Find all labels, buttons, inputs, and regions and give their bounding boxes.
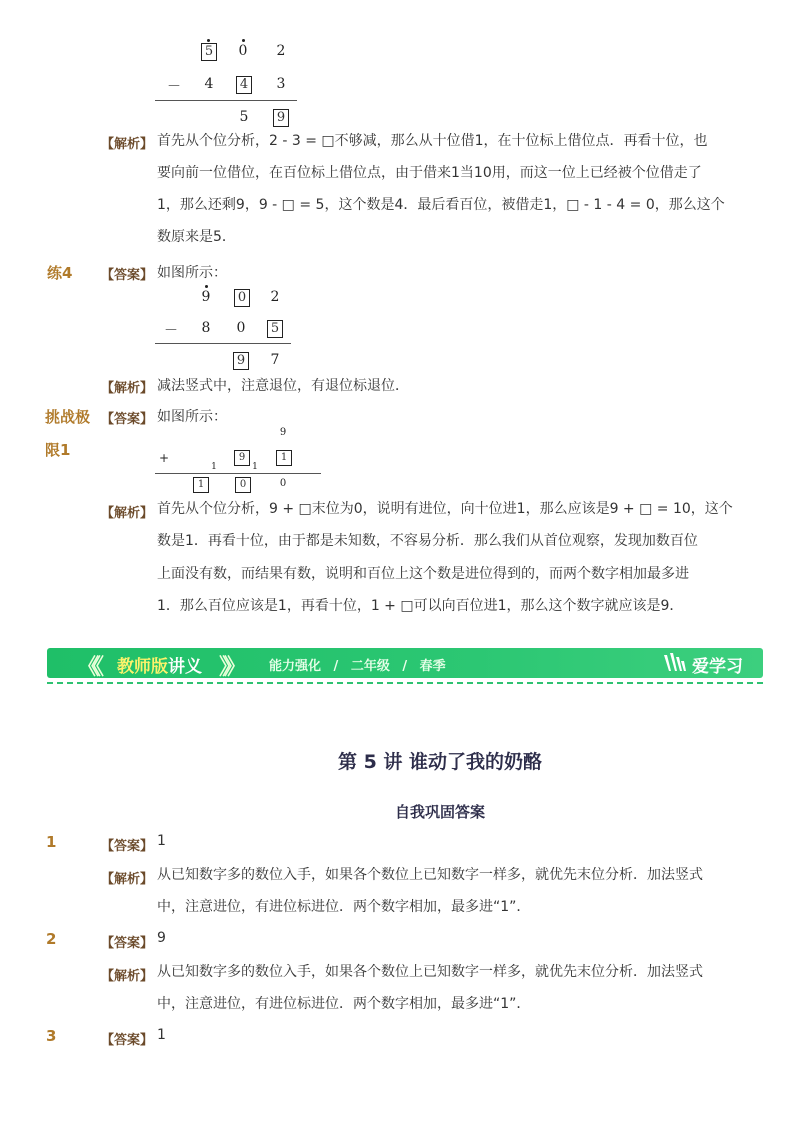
blank-box: 5 xyxy=(267,320,283,338)
analysis-label: 【解析】 xyxy=(101,969,154,984)
analysis-line: 中，注意进位，有进位标进位．两个数字相加，最多进“1”． xyxy=(157,899,531,915)
blank-box: 9 xyxy=(273,109,289,127)
analysis-line: 首先从个位分析，2 - 3 = □不够减，那么从十位借1，在十位标上借位点．再看十位，也 xyxy=(157,133,708,149)
answer-label: 【答案】 xyxy=(101,268,154,283)
digit: 2 xyxy=(276,43,286,59)
analysis-line: 数原来是5． xyxy=(157,229,236,245)
result-line xyxy=(155,473,321,474)
analysis-line: 1，那么还剩9，9 - □ = 5，这个数是4．最后看百位，被借走1，□ - 1 - 4 = 0，那么这个 xyxy=(157,197,725,213)
analysis-text: 减法竖式中，注意退位，有退位标退位． xyxy=(157,378,409,394)
logo-icon xyxy=(662,651,688,679)
digit: 4 xyxy=(204,76,214,92)
carry-digit: 1 xyxy=(252,462,258,472)
banner-title-b: 讲义 xyxy=(168,657,202,677)
section-banner xyxy=(47,648,763,678)
result-line xyxy=(155,343,291,344)
borrow-dot xyxy=(207,39,210,42)
answer-label: 【答案】 xyxy=(101,1033,154,1048)
dashed-divider xyxy=(47,682,763,684)
lecture-title: 第 5 讲 谁动了我的奶酪 xyxy=(337,751,543,773)
item-number: 3 xyxy=(46,1027,57,1045)
digit: 9 xyxy=(201,289,211,305)
carry-digit: 1 xyxy=(211,462,217,472)
logo-text: 爱学习 xyxy=(692,657,743,677)
answer-label: 【答案】 xyxy=(101,412,154,427)
analysis-label: 【解析】 xyxy=(101,381,154,396)
analysis-line: 中，注意进位，有进位标进位．两个数字相加，最多进“1”． xyxy=(157,996,531,1012)
crumb-sep: / xyxy=(333,659,339,674)
borrow-dot xyxy=(205,285,208,288)
analysis-line: 从已知数字多的数位入手，如果各个数位上已知数字一样多，就优先末位分析．加法竖式 xyxy=(157,867,703,883)
analysis-line: 1．那么百位应该是1，再看十位，1 + □可以向百位进1，那么这个数字就应该是9． xyxy=(157,598,684,614)
digit: 7 xyxy=(270,352,280,368)
analysis-line: 数是1．再看十位，由于都是未知数，不容易分析．那么我们从首位观察，发现加数百位 xyxy=(157,533,698,549)
blank-box: 0 xyxy=(235,477,251,493)
blank-box: 1 xyxy=(276,450,292,466)
blank-box: 4 xyxy=(236,76,252,94)
blank-box: 5 xyxy=(201,43,217,61)
chevron-left-icon: 《《 xyxy=(77,655,99,680)
analysis-line: 要向前一位借位，在百位标上借位点，由于借来1当10用，而这一位上已经被个位借走了 xyxy=(157,165,702,181)
digit: 5 xyxy=(239,109,249,125)
digit: 3 xyxy=(276,76,286,92)
section-subtitle: 自我巩固答案 xyxy=(394,803,485,821)
answer-value: 9 xyxy=(157,930,166,946)
crumb: 二年级 xyxy=(350,659,390,674)
blank-box: 9 xyxy=(234,450,250,466)
item-number: 1 xyxy=(46,833,57,851)
digit: 0 xyxy=(236,320,246,336)
answer-text: 如图所示： xyxy=(157,265,227,281)
digit: 2 xyxy=(270,289,280,305)
minus-sign: － xyxy=(164,323,178,339)
answer-value: 1 xyxy=(157,1027,166,1043)
borrow-dot xyxy=(242,39,245,42)
analysis-label: 【解析】 xyxy=(101,506,154,521)
blank-box: 1 xyxy=(193,477,209,493)
exercise-number: 练4 xyxy=(47,264,73,282)
digit: 0 xyxy=(238,43,248,59)
plus-sign: + xyxy=(158,451,170,465)
banner-title xyxy=(117,652,202,677)
answer-value: 1 xyxy=(157,833,166,849)
answer-label: 【答案】 xyxy=(101,936,154,951)
analysis-line: 上面没有数，而结果有数，说明和百位上这个数是进位得到的，而两个数字相加最多进 xyxy=(157,566,689,582)
item-number: 2 xyxy=(46,930,57,948)
analysis-label: 【解析】 xyxy=(101,872,154,887)
analysis-label: 【解析】 xyxy=(101,137,154,152)
answer-text: 如图所示： xyxy=(157,409,227,425)
blank-box: 0 xyxy=(234,289,250,307)
chevron-right-icon: 》》 xyxy=(219,655,241,680)
analysis-line: 从已知数字多的数位入手，如果各个数位上已知数字一样多，就优先末位分析．加法竖式 xyxy=(157,964,703,980)
banner-title-a: 教师版 xyxy=(117,657,168,677)
analysis-line: 首先从个位分析，9 + □末位为0，说明有进位，向十位进1，那么应该是9 + □ = 10，这个 xyxy=(157,501,733,517)
digit: 8 xyxy=(201,320,211,336)
challenge-number: 挑战极 xyxy=(45,408,91,426)
challenge-number: 限1 xyxy=(45,441,71,459)
answer-label: 【答案】 xyxy=(101,839,154,854)
crumb-sep: / xyxy=(402,659,408,674)
digit: 9 xyxy=(279,427,287,438)
minus-sign: － xyxy=(167,79,181,95)
crumb: 春季 xyxy=(419,659,446,674)
blank-box: 9 xyxy=(233,352,249,370)
crumb: 能力强化 xyxy=(269,659,322,674)
digit: 0 xyxy=(279,478,287,489)
result-line xyxy=(155,100,297,101)
breadcrumb xyxy=(269,655,446,674)
